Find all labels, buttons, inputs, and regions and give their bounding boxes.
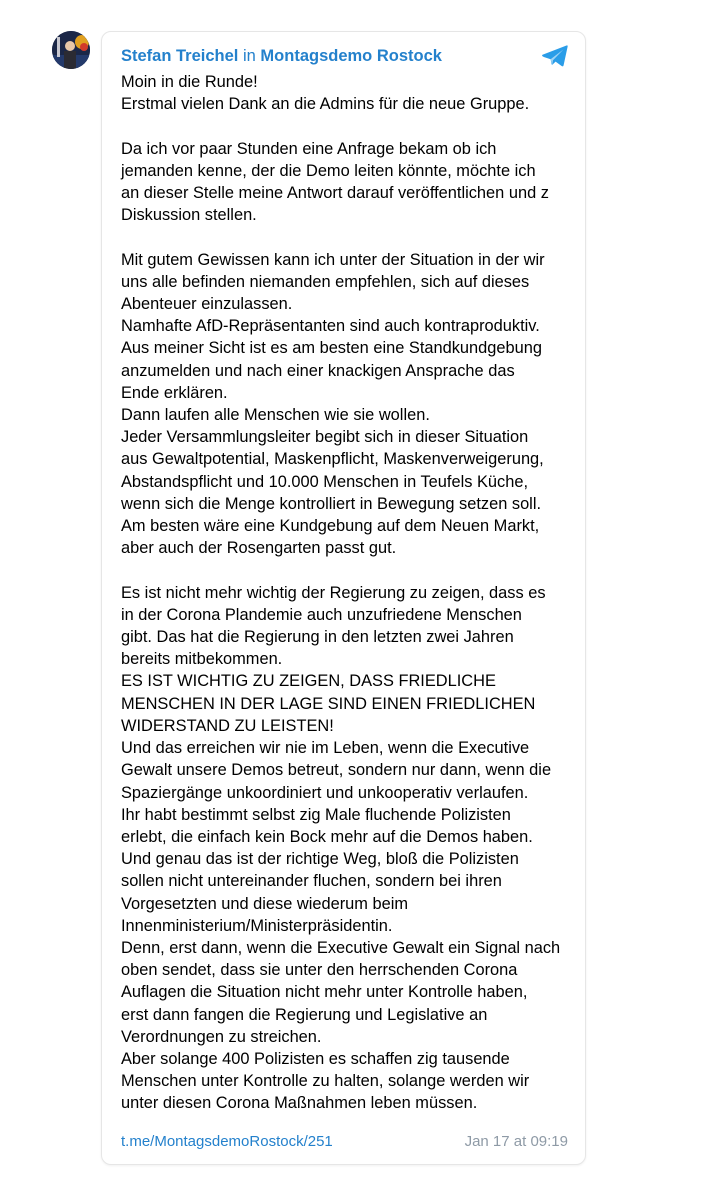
channel-link[interactable]: Montagsdemo Rostock: [260, 47, 442, 65]
avatar[interactable]: [52, 31, 90, 69]
post-link[interactable]: t.me/MontagsdemoRostock/251: [121, 1133, 333, 1150]
post-date[interactable]: Jan 17 at 09:19: [464, 1133, 568, 1150]
message-header: [121, 45, 442, 67]
message-footer: [121, 1131, 568, 1153]
message-card: [101, 31, 586, 1165]
telegram-logo-icon[interactable]: [541, 44, 569, 68]
message-text: Moin in die Runde! Erstmal vielen Dank an die Admins für die neue Gruppe. Da ich vor paar Stunden eine Anfrage bekam ob ich jemanden kenne, der die Demo leiten könnte, möchte ich an dieser Stelle meine Antwort darauf veröffentlichen und z Diskussion stellen. Mit gutem Gewissen kann ich unter der Situation in der wir uns alle befinden niemanden empfehlen, sich auf dieses Abenteuer einzulassen. Namhafte AfD-Repräsentanten sind auch kontraproduktiv. Aus meiner Sicht ist es am besten eine Standkundgebung anzumelden und nach einer knackigen Ansprache das Ende erklären. Dann laufen alle Menschen wie sie wollen. Jeder Versammlungsleiter begibt sich in dieser Situation aus Gewaltpotential, Maskenpflicht, Maskenverweigerung, Abstandspflicht und 10.000 Menschen in Teufels Küche, wenn sich die Menge kontrolliert in Bewegung setzen soll. Am besten wäre eine Kundgebung auf dem Neuen Markt, aber auch der Rosengarten passt gut. Es ist nicht mehr wichtig der Regierung zu zeigen, dass es in der Corona Plandemie auch unzufriedene Menschen gibt. Das hat die Regierung in den letzten zwei Jahren bereits mitbekommen. ES IST WICHTIG ZU ZEIGEN, DASS FRIEDLICHE MENSCHEN IN DER LAGE SIND EINEN FRIEDLICHEN WIDERSTAND ZU LEISTEN! Und das erreichen wir nie im Leben, wenn die Executive Gewalt unsere Demos betreut, sondern nur dann, wenn die Spaziergänge unkoordiniert und unkooperativ verlaufen. Ihr habt bestimmt selbst zig Male fluchende Polizisten erlebt, die einfach kein Bock mehr auf die Demos haben. Und genau das ist der richtige Weg, bloß die Polizisten sollen nicht untereinander fluchen, sondern bei ihren Vorgesetzten und diese wiederum beim Innenministerium/Ministerpräsidentin. Denn, erst dann, wenn die Executive Gewalt ein Signal nach oben sendet, dass sie unter den herrschenden Corona Auflagen die Situation nicht mehr unter Kontrolle haben, erst dann fangen die Regierung und Legislative an Verordnungen zu streichen. Aber solange 400 Polizisten es schaffen zig tausende Menschen unter Kontrolle zu halten, solange werden wir unter diesen Corona Maßnahmen leben müssen.: [121, 73, 561, 1113]
header-separator: in: [242, 47, 256, 65]
avatar-image: [52, 31, 90, 69]
author-link[interactable]: Stefan Treichel: [121, 47, 239, 65]
